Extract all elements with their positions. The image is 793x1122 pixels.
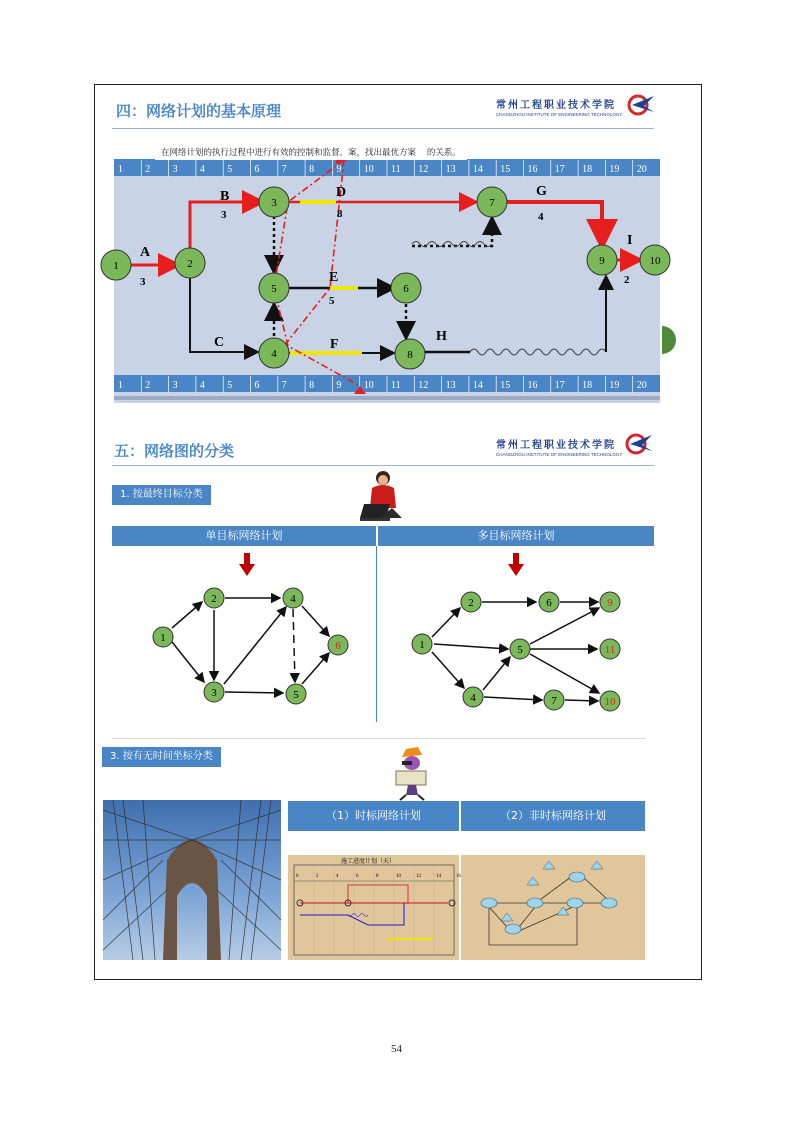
svg-text:9: 9: [599, 255, 605, 267]
activity-i-duration: 2: [624, 274, 630, 286]
m-node-4: [463, 687, 483, 707]
s-node-6: [328, 635, 348, 655]
activity-b-duration: 3: [221, 209, 227, 221]
top-scale-tick-8: 8: [309, 164, 315, 175]
activity-a-duration: 3: [140, 276, 146, 288]
tab-time-scale[interactable]: （1）时标网络计划: [288, 801, 459, 831]
bottom-scale-tick-8: 8: [309, 380, 315, 391]
m-node-9: [600, 592, 620, 612]
svg-text:5: 5: [517, 644, 523, 656]
m-node-11: [600, 639, 620, 659]
subtitle-by-goal: 1. 按最终目标分类: [112, 485, 211, 505]
woman-laptop-clipart-icon: [356, 466, 406, 522]
node-2: [175, 248, 205, 278]
svg-text:6: 6: [335, 640, 341, 652]
bottom-scale-tick-4: 4: [199, 380, 205, 391]
top-scale-tick-9: 9: [336, 164, 342, 175]
activity-g-duration: 4: [538, 211, 544, 223]
bottom-scale-tick-15: 15: [500, 380, 511, 391]
activity-h-label: H: [436, 329, 447, 344]
s-node-2: [204, 588, 224, 608]
svg-text:11: 11: [604, 644, 616, 656]
bottom-scale-tick-17: 17: [554, 380, 565, 391]
top-scale-tick-18: 18: [582, 164, 593, 175]
section4-title: 四：网络计划的基本原理: [116, 102, 282, 120]
top-scale-tick-17: 17: [554, 164, 565, 175]
activity-e-label: E: [329, 270, 339, 285]
svg-text:6: 6: [546, 597, 552, 609]
multi-goal-network: [400, 582, 640, 718]
top-scale-tick-11: 11: [391, 164, 401, 175]
bottom-scale-tick-12: 12: [418, 380, 429, 391]
bottom-scale-tick-14: 14: [472, 380, 483, 391]
single-goal-header: 单目标网络计划: [112, 526, 376, 546]
node-8: [395, 339, 425, 369]
svg-text:7: 7: [551, 695, 557, 707]
activity-e-duration: 5: [329, 295, 335, 307]
s-node-5: [286, 684, 306, 704]
logo-emblem-icon: [622, 431, 654, 457]
top-scale-tick-10: 10: [363, 164, 374, 175]
m-node-2: [461, 592, 481, 612]
activity-b-label: B: [220, 189, 230, 204]
svg-text:7: 7: [489, 197, 495, 209]
svg-text:5: 5: [271, 283, 277, 295]
thumb1-title: 施工进度计划（天）: [340, 859, 396, 865]
activity-a-label: A: [140, 245, 151, 260]
svg-text:3: 3: [211, 687, 217, 699]
m-node-7: [544, 690, 564, 710]
svg-text:3: 3: [271, 197, 277, 209]
node-5: [259, 273, 289, 303]
activity-d-label: D: [336, 185, 347, 200]
bridge-photo: [103, 800, 281, 960]
svg-text:1: 1: [419, 639, 425, 651]
svg-text:10: 10: [649, 255, 661, 267]
node-1: [101, 250, 131, 280]
svg-text:10: 10: [604, 696, 616, 708]
top-scale-tick-12: 12: [418, 164, 429, 175]
activity-c-label: C: [214, 335, 225, 350]
bottom-scale-tick-11: 11: [391, 380, 401, 391]
bottom-scale-tick-16: 16: [527, 380, 538, 391]
down-arrow-right-icon: [508, 553, 524, 577]
bottom-scale-tick-6: 6: [254, 380, 260, 391]
section5-mid-divider: [112, 738, 646, 739]
svg-text:2: 2: [211, 593, 217, 605]
s-node-1: [153, 627, 173, 647]
top-scale-tick-19: 19: [609, 164, 620, 175]
bottom-scale-tick-18: 18: [582, 380, 593, 391]
top-scale-tick-2: 2: [145, 164, 151, 175]
logo-chinese-name: 常州工程职业技术学院: [496, 100, 616, 111]
section4-note: 在网络计划的执行过程中进行有效的控制和监督。案，找出最优方案 的关系。: [155, 144, 467, 160]
bottom-scale-tick-7: 7: [281, 380, 287, 391]
top-scale-tick-7: 7: [281, 164, 287, 175]
thumb1-scale-16: 16: [456, 874, 461, 879]
node-10: [640, 245, 670, 275]
svg-text:1: 1: [113, 260, 119, 272]
top-scale-tick-15: 15: [500, 164, 511, 175]
bottom-scale-tick-20: 20: [636, 380, 647, 391]
activity-d-duration: 8: [337, 208, 343, 220]
top-scale-tick-1: 1: [118, 164, 123, 175]
bottom-scale-tick-9: 9: [336, 380, 342, 391]
s-node-3: [204, 682, 224, 702]
svg-text:8: 8: [407, 349, 413, 361]
section4-divider: [112, 128, 654, 129]
node-9: [587, 245, 617, 275]
node-3: [259, 187, 289, 217]
top-scale-tick-14: 14: [472, 164, 483, 175]
thumb1-scale-12: 12: [416, 874, 421, 879]
bottom-scale-tick-2: 2: [145, 380, 151, 391]
school-logo: [496, 96, 622, 117]
time-scale-network-diagram: [100, 150, 670, 412]
thumb1-scale-6: 6: [356, 874, 359, 879]
top-scale-tick-5: 5: [227, 164, 233, 175]
svg-text:1: 1: [160, 632, 166, 644]
down-arrow-left-icon: [239, 553, 255, 577]
bottom-scale-tick-3: 3: [172, 380, 178, 391]
page-number: 54: [391, 1043, 402, 1055]
top-scale-tick-4: 4: [199, 164, 205, 175]
non-time-scale-plan-thumbnail: [461, 855, 645, 960]
svg-text:4: 4: [290, 593, 296, 605]
node-4: [259, 338, 289, 368]
svg-text:2: 2: [187, 258, 193, 270]
section5-title: 五：网络图的分类: [114, 442, 235, 460]
logo-english-name: CHANGZHOU INSTITUTE OF ENGINEERING TECHNOLOGY: [496, 112, 623, 117]
svg-text:5: 5: [293, 689, 299, 701]
logo-chinese-name: 常州工程职业技术学院: [496, 440, 616, 451]
thumb1-scale-0: 0: [296, 874, 299, 879]
m-node-6: [539, 592, 559, 612]
node-7: [477, 187, 507, 217]
svg-text:9: 9: [607, 597, 613, 609]
top-scale-tick-13: 13: [445, 164, 456, 175]
top-scale-tick-3: 3: [172, 164, 178, 175]
logo-english-name: CHANGZHOU INSTITUTE OF ENGINEERING TECHNOLOGY: [496, 452, 623, 457]
svg-text:2: 2: [468, 597, 474, 609]
top-scale-tick-6: 6: [254, 164, 260, 175]
time-scale-plan-thumbnail: [288, 855, 459, 960]
m-node-1: [412, 634, 432, 654]
bottom-scale-tick-13: 13: [445, 380, 456, 391]
multi-goal-header: 多目标网络计划: [378, 526, 654, 546]
bottom-scale-tick-1: 1: [118, 380, 123, 391]
man-reading-clipart-icon: [388, 745, 436, 801]
diagram-background: [114, 159, 660, 403]
svg-text:4: 4: [271, 348, 277, 360]
top-scale-tick-20: 20: [636, 164, 647, 175]
thumb1-scale-4: 4: [336, 874, 339, 879]
thumb1-scale-14: 14: [436, 874, 441, 879]
top-scale-tick-16: 16: [527, 164, 538, 175]
single-goal-network: [140, 580, 360, 710]
svg-text:4: 4: [470, 692, 476, 704]
activity-g-label: G: [536, 184, 547, 199]
activity-i-label: I: [627, 233, 633, 248]
node-6: [391, 273, 421, 303]
subtitle-by-time-coordinate: 3. 按有无时间坐标分类: [102, 747, 221, 767]
m-node-10: [600, 691, 620, 711]
thumb1-scale-8: 8: [376, 874, 379, 879]
thumb1-scale-10: 10: [396, 874, 401, 879]
tab-non-time-scale[interactable]: （2）非时标网络计划: [461, 801, 645, 831]
column-divider: [376, 546, 377, 722]
bottom-scale-tick-5: 5: [227, 380, 233, 391]
m-node-5: [510, 639, 530, 659]
bottom-scale-tick-10: 10: [363, 380, 374, 391]
thumb1-scale-2: 2: [316, 874, 319, 879]
school-logo-2: [496, 436, 622, 457]
logo-emblem-icon: [624, 92, 656, 118]
s-node-4: [283, 588, 303, 608]
svg-text:6: 6: [403, 283, 409, 295]
bottom-scale-tick-19: 19: [609, 380, 620, 391]
activity-f-label: F: [330, 337, 339, 352]
